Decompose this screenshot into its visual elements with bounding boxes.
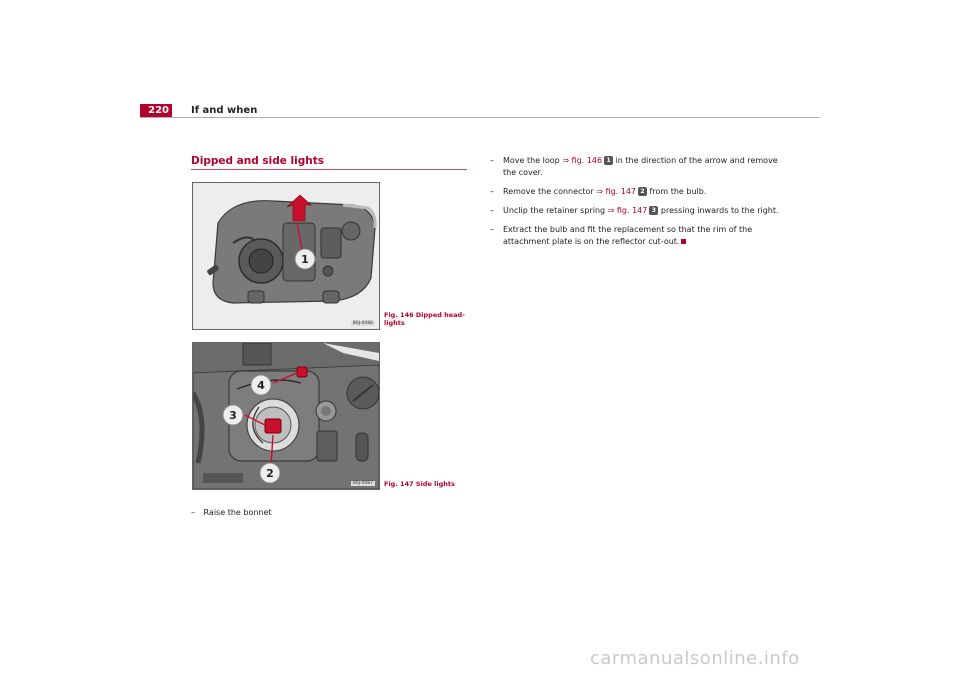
step-item <box>490 224 780 248</box>
callout-badge: 1 <box>604 156 613 165</box>
figure-146-caption: Fig. 146 Dipped head-lights <box>384 311 465 327</box>
step-text: pressing inwards to the right. <box>658 206 779 215</box>
section-title: Dipped and side lights <box>191 155 324 167</box>
callout-2-label: 2 <box>266 467 274 480</box>
callout-3-label: 3 <box>229 409 237 422</box>
step-dash: – <box>191 508 195 517</box>
step-dash: – <box>490 187 494 196</box>
figure-side-lights <box>192 342 380 490</box>
side-light-illustration <box>193 343 379 489</box>
instruction-steps <box>490 155 780 255</box>
step-text: Move the loop <box>503 156 563 165</box>
figure-147-caption: Fig. 147 Side lights <box>384 480 455 488</box>
figure-reference-link[interactable]: ⇒ fig. 147 <box>607 206 648 215</box>
step-raise-bonnet <box>191 508 272 517</box>
step-text: Extract the bulb and fit the replacement so that the rim of the attachment plate is on the reflector cut-out. <box>503 225 753 246</box>
figure-code: B6J-0086 <box>352 321 373 326</box>
figure-reference-link[interactable]: ⇒ fig. 146 <box>562 156 603 165</box>
section-rule <box>191 169 467 170</box>
step-text: from the bulb. <box>647 187 707 196</box>
step-item <box>490 186 780 198</box>
header-rule <box>140 117 820 118</box>
step-text: Remove the connector <box>503 187 597 196</box>
callout-badge: 3 <box>649 206 658 215</box>
watermark: carmanualsonline.info <box>590 648 800 669</box>
end-mark-icon <box>681 239 686 244</box>
step-item <box>490 205 780 217</box>
step-text: Unclip the retainer spring <box>503 206 608 215</box>
step-dash: – <box>490 156 494 165</box>
chapter-title: If and when <box>191 105 258 116</box>
callout-4-label: 4 <box>257 379 265 392</box>
callout-1-label: 1 <box>301 253 309 266</box>
headlight-rear-illustration <box>193 183 379 329</box>
figure-reference-link[interactable]: ⇒ fig. 147 <box>596 187 637 196</box>
page-number: 220 <box>140 104 172 118</box>
figure-code: B6J-0087 <box>352 481 373 486</box>
step-dash: – <box>490 206 494 215</box>
callout-badge: 2 <box>638 187 647 196</box>
step-text: Raise the bonnet <box>203 508 272 517</box>
figure-dipped-headlights <box>192 182 380 330</box>
step-text: in the direction of the arrow and remove the cover. <box>503 156 778 177</box>
step-item <box>490 155 780 179</box>
step-dash: – <box>490 225 494 234</box>
